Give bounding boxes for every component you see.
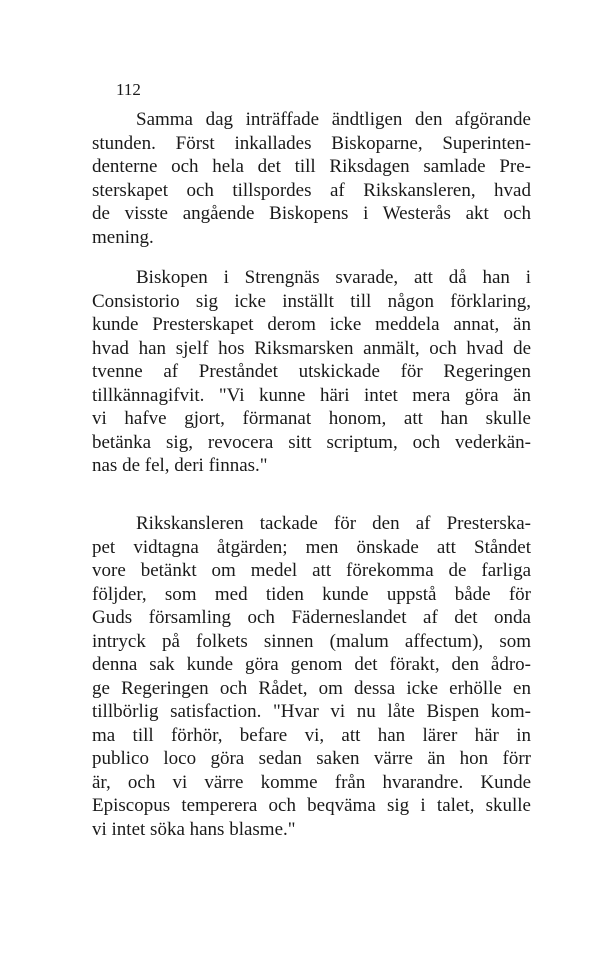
text-line: följder, som med tiden kunde uppstå både för [92,583,531,605]
text-line: pet vidtagna åtgärden; men önskade att Ståndet [92,536,531,558]
text-line: tillkännagifvit. "Vi kunne häri intet mera göra än [92,384,531,406]
text-line: Guds församling och Fäderneslandet af det onda [92,607,531,628]
text-line: denterne och hela det till Riksdagen samlade Pre- [92,156,531,177]
text-line: mening. [92,226,154,248]
text-line: nas de fel, deri finnas." [92,455,268,476]
text-line: tvenne af Preståndet utskickade för Regeringen [92,361,531,382]
paragraph-3 [92,512,531,841]
paragraph-2 [92,266,531,478]
paragraph-1 [92,108,531,249]
text-line: kunde Presterskapet derom icke meddela annat, än [92,314,531,335]
text-line: tillbörlig satisfaction. "Hvar vi nu låte Bispen kom- [92,701,531,722]
text-line: stunden. Först inkallades Biskoparne, Superinten- [92,132,531,154]
page-number: 112 [116,80,141,99]
text-line: ma till förhör, befare vi, att han lärer här in [92,724,531,746]
text-line: Biskopen i Strengnäs svarade, att då han i [136,267,531,288]
text-line: Consistorio sig icke inställt till någon förklaring, [92,290,531,312]
text-line: Episcopus temperera och beqväma sig i talet, skulle [92,795,531,816]
text-line: Rikskansleren tackade för den af Presterska- [136,513,531,534]
text-line: ge Regeringen och Rådet, om dessa icke erhölle en [92,677,531,699]
text-line: vi intet söka hans blasme." [92,818,296,840]
text-line: sterskapet och tillspordes af Rikskansleren, hvad [92,179,531,201]
text-line: hvad han sjelf hos Riksmarsken anmält, och hvad de [92,337,531,359]
text-line: betänka sig, revocera sitt scriptum, och vederkän- [92,431,531,453]
text-line: vi hafve gjort, förmanat honom, att han skulle [92,408,531,429]
text-line: är, och vi värre komme från hvarandre. Kunde [92,771,531,793]
text-line: de visste angående Biskopens i Westerås akt och [92,203,531,224]
text-line: vore betänkt om medel att förekomma de farliga [92,560,531,581]
text-line: denna sak kunde göra genom det förakt, den ådro- [92,654,531,675]
text-line: Samma dag inträffade ändtligen den afgörande [136,109,531,130]
text-line: publico loco göra sedan saken värre än hon förr [92,748,531,769]
text-line: intryck på folkets sinnen (malum affectum), som [92,630,531,652]
